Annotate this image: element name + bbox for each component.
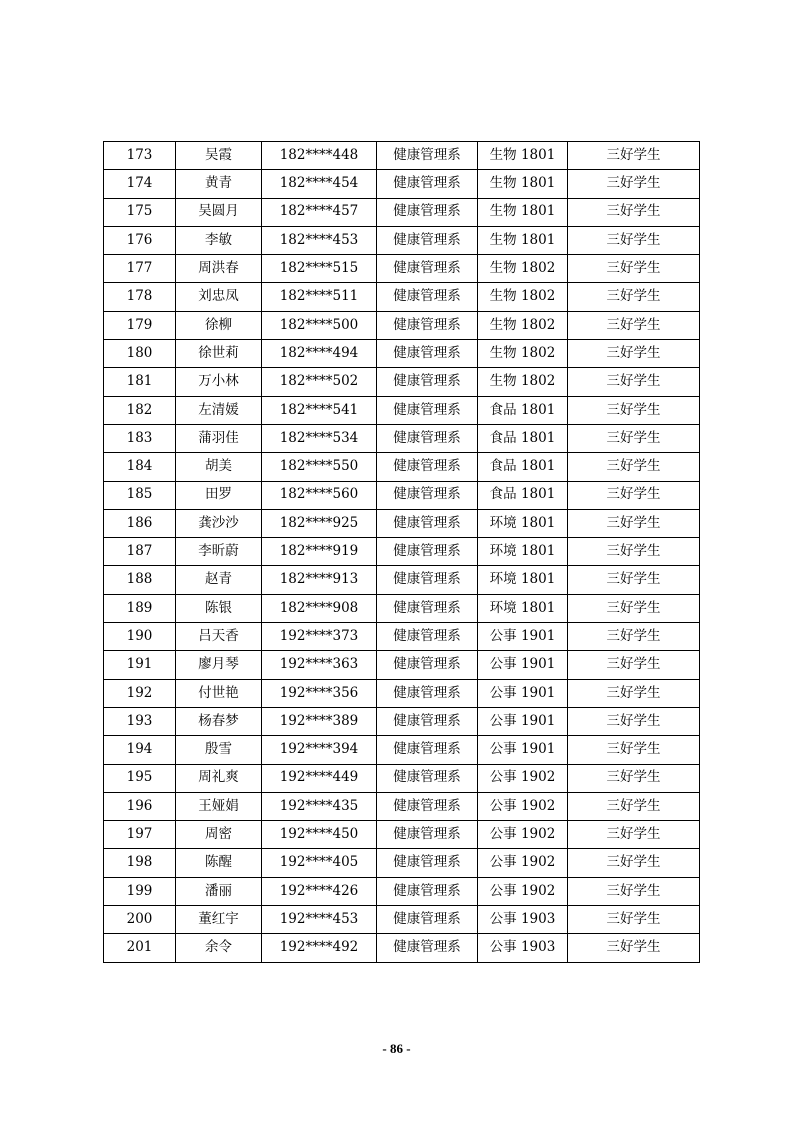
cell-honor: 三好学生 (568, 340, 700, 368)
cell-number: 185 (104, 481, 176, 509)
cell-phone: 182****502 (262, 368, 377, 396)
cell-name: 黄青 (176, 170, 262, 198)
cell-phone: 182****560 (262, 481, 377, 509)
table-row (104, 424, 700, 452)
cell-number: 193 (104, 707, 176, 735)
cell-class: 公事 1903 (478, 906, 568, 934)
table-row (104, 821, 700, 849)
cell-department: 健康管理系 (377, 538, 478, 566)
cell-honor: 三好学生 (568, 594, 700, 622)
cell-honor: 三好学生 (568, 651, 700, 679)
table-row (104, 651, 700, 679)
cell-number: 194 (104, 736, 176, 764)
cell-honor: 三好学生 (568, 198, 700, 226)
cell-class: 食品 1801 (478, 481, 568, 509)
cell-name: 徐柳 (176, 311, 262, 339)
cell-honor: 三好学生 (568, 792, 700, 820)
cell-department: 健康管理系 (377, 566, 478, 594)
table-row (104, 877, 700, 905)
table-row (104, 707, 700, 735)
honor-roster-table (103, 141, 700, 963)
cell-phone: 192****450 (262, 821, 377, 849)
cell-class: 公事 1902 (478, 764, 568, 792)
cell-number: 198 (104, 849, 176, 877)
table-row (104, 340, 700, 368)
cell-class: 公事 1902 (478, 792, 568, 820)
cell-honor: 三好学生 (568, 509, 700, 537)
cell-number: 182 (104, 396, 176, 424)
cell-honor: 三好学生 (568, 566, 700, 594)
cell-number: 188 (104, 566, 176, 594)
cell-class: 生物 1802 (478, 311, 568, 339)
cell-number: 184 (104, 453, 176, 481)
cell-class: 生物 1801 (478, 142, 568, 170)
cell-number: 178 (104, 283, 176, 311)
cell-department: 健康管理系 (377, 764, 478, 792)
roster-table-body (104, 142, 700, 963)
cell-name: 左清媛 (176, 396, 262, 424)
cell-department: 健康管理系 (377, 226, 478, 254)
cell-department: 健康管理系 (377, 198, 478, 226)
table-row (104, 368, 700, 396)
cell-class: 食品 1801 (478, 424, 568, 452)
cell-department: 健康管理系 (377, 368, 478, 396)
cell-phone: 182****919 (262, 538, 377, 566)
cell-department: 健康管理系 (377, 509, 478, 537)
cell-department: 健康管理系 (377, 340, 478, 368)
cell-name: 刘忠凤 (176, 283, 262, 311)
cell-number: 180 (104, 340, 176, 368)
table-row (104, 283, 700, 311)
cell-department: 健康管理系 (377, 707, 478, 735)
cell-department: 健康管理系 (377, 906, 478, 934)
cell-honor: 三好学生 (568, 877, 700, 905)
cell-phone: 182****457 (262, 198, 377, 226)
cell-phone: 182****541 (262, 396, 377, 424)
cell-class: 食品 1801 (478, 396, 568, 424)
cell-class: 生物 1802 (478, 283, 568, 311)
cell-name: 吕天香 (176, 623, 262, 651)
cell-number: 179 (104, 311, 176, 339)
cell-name: 陈醒 (176, 849, 262, 877)
cell-honor: 三好学生 (568, 736, 700, 764)
table-row (104, 509, 700, 537)
cell-class: 生物 1802 (478, 368, 568, 396)
cell-name: 周洪春 (176, 255, 262, 283)
cell-phone: 192****426 (262, 877, 377, 905)
cell-department: 健康管理系 (377, 679, 478, 707)
cell-honor: 三好学生 (568, 283, 700, 311)
cell-honor: 三好学生 (568, 623, 700, 651)
cell-class: 环境 1801 (478, 538, 568, 566)
cell-name: 吴圆月 (176, 198, 262, 226)
cell-name: 龚沙沙 (176, 509, 262, 537)
cell-phone: 192****405 (262, 849, 377, 877)
cell-class: 生物 1802 (478, 255, 568, 283)
cell-honor: 三好学生 (568, 142, 700, 170)
cell-phone: 182****550 (262, 453, 377, 481)
table-row (104, 736, 700, 764)
cell-honor: 三好学生 (568, 849, 700, 877)
cell-class: 公事 1903 (478, 934, 568, 962)
cell-name: 吴霞 (176, 142, 262, 170)
cell-name: 潘丽 (176, 877, 262, 905)
cell-name: 付世艳 (176, 679, 262, 707)
table-row (104, 906, 700, 934)
cell-phone: 182****534 (262, 424, 377, 452)
cell-name: 胡美 (176, 453, 262, 481)
cell-department: 健康管理系 (377, 170, 478, 198)
cell-phone: 182****454 (262, 170, 377, 198)
cell-honor: 三好学生 (568, 934, 700, 962)
page-number: - 86 - (382, 1041, 411, 1056)
cell-department: 健康管理系 (377, 792, 478, 820)
cell-class: 环境 1801 (478, 566, 568, 594)
cell-number: 192 (104, 679, 176, 707)
cell-phone: 192****449 (262, 764, 377, 792)
cell-phone: 182****908 (262, 594, 377, 622)
table-row (104, 255, 700, 283)
cell-department: 健康管理系 (377, 453, 478, 481)
cell-number: 177 (104, 255, 176, 283)
cell-name: 余令 (176, 934, 262, 962)
cell-department: 健康管理系 (377, 283, 478, 311)
cell-honor: 三好学生 (568, 396, 700, 424)
cell-honor: 三好学生 (568, 170, 700, 198)
cell-class: 公事 1902 (478, 877, 568, 905)
cell-phone: 192****394 (262, 736, 377, 764)
cell-phone: 182****448 (262, 142, 377, 170)
cell-honor: 三好学生 (568, 311, 700, 339)
cell-honor: 三好学生 (568, 481, 700, 509)
cell-honor: 三好学生 (568, 764, 700, 792)
cell-department: 健康管理系 (377, 481, 478, 509)
cell-class: 公事 1901 (478, 679, 568, 707)
cell-number: 175 (104, 198, 176, 226)
cell-name: 廖月琴 (176, 651, 262, 679)
table-row (104, 566, 700, 594)
table-row (104, 623, 700, 651)
cell-phone: 192****453 (262, 906, 377, 934)
cell-phone: 182****500 (262, 311, 377, 339)
cell-phone: 192****492 (262, 934, 377, 962)
table-row (104, 764, 700, 792)
table-row (104, 396, 700, 424)
cell-phone: 182****925 (262, 509, 377, 537)
table-row (104, 170, 700, 198)
cell-class: 生物 1802 (478, 340, 568, 368)
cell-name: 周密 (176, 821, 262, 849)
table-row (104, 142, 700, 170)
cell-department: 健康管理系 (377, 651, 478, 679)
cell-number: 190 (104, 623, 176, 651)
cell-phone: 182****913 (262, 566, 377, 594)
cell-honor: 三好学生 (568, 821, 700, 849)
cell-honor: 三好学生 (568, 538, 700, 566)
cell-number: 199 (104, 877, 176, 905)
cell-number: 187 (104, 538, 176, 566)
cell-honor: 三好学生 (568, 226, 700, 254)
table-row (104, 594, 700, 622)
cell-number: 173 (104, 142, 176, 170)
cell-class: 公事 1902 (478, 821, 568, 849)
cell-class: 公事 1901 (478, 651, 568, 679)
cell-class: 生物 1801 (478, 226, 568, 254)
cell-name: 王娅娟 (176, 792, 262, 820)
cell-class: 公事 1901 (478, 623, 568, 651)
cell-name: 徐世莉 (176, 340, 262, 368)
cell-department: 健康管理系 (377, 934, 478, 962)
cell-honor: 三好学生 (568, 453, 700, 481)
cell-number: 191 (104, 651, 176, 679)
cell-department: 健康管理系 (377, 142, 478, 170)
cell-name: 殷雪 (176, 736, 262, 764)
cell-name: 李昕蔚 (176, 538, 262, 566)
cell-honor: 三好学生 (568, 424, 700, 452)
cell-department: 健康管理系 (377, 821, 478, 849)
cell-honor: 三好学生 (568, 707, 700, 735)
table-row (104, 934, 700, 962)
cell-number: 183 (104, 424, 176, 452)
cell-number: 176 (104, 226, 176, 254)
cell-number: 201 (104, 934, 176, 962)
cell-phone: 182****515 (262, 255, 377, 283)
table-row (104, 792, 700, 820)
cell-class: 食品 1801 (478, 453, 568, 481)
cell-department: 健康管理系 (377, 849, 478, 877)
cell-phone: 182****453 (262, 226, 377, 254)
cell-phone: 192****363 (262, 651, 377, 679)
cell-class: 公事 1902 (478, 849, 568, 877)
cell-department: 健康管理系 (377, 424, 478, 452)
cell-department: 健康管理系 (377, 311, 478, 339)
cell-department: 健康管理系 (377, 594, 478, 622)
cell-number: 196 (104, 792, 176, 820)
table-row (104, 453, 700, 481)
cell-phone: 182****511 (262, 283, 377, 311)
cell-department: 健康管理系 (377, 736, 478, 764)
cell-honor: 三好学生 (568, 679, 700, 707)
cell-name: 杨春梦 (176, 707, 262, 735)
cell-honor: 三好学生 (568, 255, 700, 283)
cell-department: 健康管理系 (377, 396, 478, 424)
table-row (104, 538, 700, 566)
cell-department: 健康管理系 (377, 623, 478, 651)
table-row (104, 226, 700, 254)
cell-honor: 三好学生 (568, 906, 700, 934)
cell-number: 197 (104, 821, 176, 849)
cell-class: 公事 1901 (478, 707, 568, 735)
cell-number: 195 (104, 764, 176, 792)
cell-number: 189 (104, 594, 176, 622)
cell-class: 生物 1801 (478, 170, 568, 198)
cell-name: 蒲羽佳 (176, 424, 262, 452)
cell-number: 174 (104, 170, 176, 198)
cell-name: 赵青 (176, 566, 262, 594)
cell-name: 周礼爽 (176, 764, 262, 792)
cell-class: 环境 1801 (478, 509, 568, 537)
cell-name: 万小林 (176, 368, 262, 396)
cell-phone: 192****389 (262, 707, 377, 735)
cell-name: 田罗 (176, 481, 262, 509)
cell-number: 186 (104, 509, 176, 537)
cell-phone: 192****435 (262, 792, 377, 820)
cell-phone: 192****356 (262, 679, 377, 707)
cell-honor: 三好学生 (568, 368, 700, 396)
cell-department: 健康管理系 (377, 877, 478, 905)
cell-department: 健康管理系 (377, 255, 478, 283)
table-row (104, 481, 700, 509)
table-row (104, 679, 700, 707)
cell-class: 环境 1801 (478, 594, 568, 622)
table-row (104, 311, 700, 339)
cell-class: 生物 1801 (478, 198, 568, 226)
cell-number: 181 (104, 368, 176, 396)
table-row (104, 849, 700, 877)
cell-name: 陈银 (176, 594, 262, 622)
table-row (104, 198, 700, 226)
cell-phone: 182****494 (262, 340, 377, 368)
cell-name: 李敏 (176, 226, 262, 254)
cell-name: 董红宇 (176, 906, 262, 934)
cell-phone: 192****373 (262, 623, 377, 651)
cell-class: 公事 1901 (478, 736, 568, 764)
cell-number: 200 (104, 906, 176, 934)
